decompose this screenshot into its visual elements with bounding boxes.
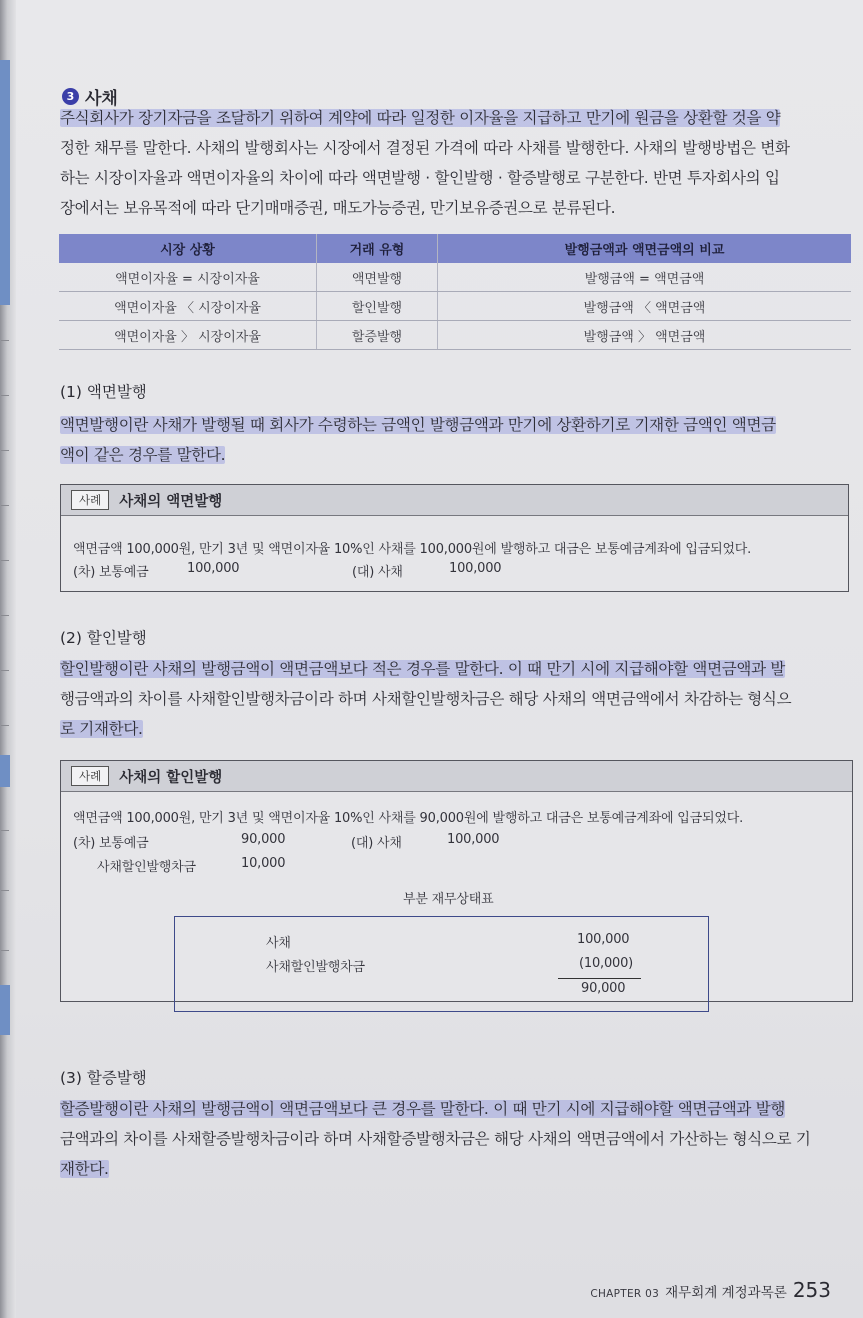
journal-debit-amount: 90,000 — [241, 832, 286, 847]
adjacent-page-tab — [0, 755, 10, 787]
table-cell: 발행금액 〉 액면금액 — [438, 321, 852, 350]
premium-issue-paragraph — [60, 1094, 860, 1184]
paragraph-line: 정한 채무를 말한다. 사채의 발행회사는 시장에서 결정된 가격에 따라 사채를 발행한다. 사채의 발행방법은 변화 — [60, 139, 790, 157]
journal-credit-label: (대) 사채 — [352, 565, 403, 580]
example-tag: 사례 — [71, 766, 109, 786]
table-header-row — [59, 234, 851, 263]
balance-row-amount: 100,000 — [577, 932, 630, 947]
journal-credit-label: (대) 사채 — [351, 836, 402, 851]
journal-debit-label: 사채할인발행차금 — [97, 860, 196, 875]
partial-statement-title: 부분 재무상태표 — [403, 892, 494, 907]
journal-debit-amount: 10,000 — [241, 856, 286, 871]
section-paragraph — [60, 103, 860, 223]
paragraph-line: 할증발행이란 사채의 발행금액이 액면금액보다 큰 경우를 말한다. 이 때 만기 시에 지급해야할 액면금액과 발행 — [60, 1100, 786, 1118]
example-title: 사채의 할인발행 — [119, 769, 223, 786]
table-cell: 액면발행 — [317, 263, 438, 292]
paragraph-line: 하는 시장이자율과 액면이자율의 차이에 따라 액면발행 · 할인발행 · 할증발행로 구분한다. 반면 투자회사의 입 — [60, 169, 780, 187]
table-row — [59, 321, 851, 350]
table-cell: 액면이자율 = 시장이자율 — [59, 263, 317, 292]
adjacent-page-rule — [1, 560, 9, 561]
adjacent-page-rule — [1, 395, 9, 396]
example-box-par — [60, 484, 849, 592]
table-cell: 발행금액 〈 액면금액 — [438, 292, 852, 321]
section-title: 사채 — [85, 89, 118, 109]
adjacent-page-rule — [1, 890, 9, 891]
example-header — [61, 761, 852, 792]
page-footer — [590, 1278, 831, 1302]
example-title: 사채의 액면발행 — [119, 493, 223, 510]
adjacent-page-rule — [1, 950, 9, 951]
paragraph-line: 할인발행이란 사채의 발행금액이 액면금액보다 적은 경우를 말한다. 이 때 만기 시에 지급해야할 액면금액과 발 — [60, 660, 786, 678]
balance-row-amount: (10,000) — [579, 956, 634, 971]
journal-debit-label: (차) 보통예금 — [73, 565, 149, 580]
footer-chapter: CHAPTER 03 — [590, 1288, 660, 1300]
adjacent-page-rule — [1, 830, 9, 831]
paragraph-line: 액면발행이란 사채가 발행될 때 회사가 수령하는 금액인 발행금액과 만기에 상환하기로 기재한 금액인 액면금 — [60, 416, 776, 434]
table-header-cell: 시장 상황 — [59, 234, 317, 263]
journal-debit-amount: 100,000 — [187, 561, 240, 576]
journal-credit-amount: 100,000 — [447, 832, 500, 847]
journal-credit-amount: 100,000 — [449, 561, 502, 576]
adjacent-page-rule — [1, 670, 9, 671]
subsection-heading-discount: (2) 할인발행 — [60, 629, 147, 647]
table-cell: 액면이자율 〉 시장이자율 — [59, 321, 317, 350]
paragraph-line: 금액과의 차이를 사채할증발행차금이라 하며 사채할증발행차금은 해당 사채의 액면금액에서 가산하는 형식으로 기 — [60, 1130, 811, 1148]
section-number-badge: 3 — [62, 88, 79, 105]
paragraph-line: 로 기재한다. — [60, 720, 143, 738]
sum-rule — [558, 978, 641, 979]
adjacent-page-rule — [1, 615, 9, 616]
adjacent-page-tab — [0, 985, 10, 1035]
example-box-discount — [60, 760, 853, 1002]
adjacent-page-rule — [1, 505, 9, 506]
paragraph-line: 장에서는 보유목적에 따라 단기매매증권, 매도가능증권, 만기보유증권으로 분류된다. — [60, 199, 616, 217]
par-issue-paragraph — [60, 410, 860, 470]
table-row — [59, 292, 851, 321]
subsection-heading-premium: (3) 할증발행 — [60, 1069, 147, 1087]
balance-row-label: 사채 — [266, 936, 291, 951]
page-number: 253 — [792, 1278, 831, 1302]
adjacent-page-rule — [1, 725, 9, 726]
table-header-cell: 거래 유형 — [317, 234, 438, 263]
paragraph-line: 주식회사가 장기자금을 조달하기 위하여 계약에 따라 일정한 이자율을 지급하고 만기에 원금을 상환할 것을 약 — [60, 109, 781, 127]
comparison-table — [59, 234, 851, 350]
balance-row-label: 사채할인발행차금 — [266, 960, 365, 975]
subsection-heading-par: (1) 액면발행 — [60, 383, 147, 401]
adjacent-page-rule — [1, 340, 9, 341]
adjacent-page-edge — [0, 0, 16, 1318]
paragraph-line: 액이 같은 경우를 말한다. — [60, 446, 226, 464]
footer-title: 재무회계 계정과목론 — [665, 1285, 787, 1301]
table-cell: 할증발행 — [317, 321, 438, 350]
table-row — [59, 263, 851, 292]
balance-total: 90,000 — [581, 981, 626, 996]
table-cell: 액면이자율 〈 시장이자율 — [59, 292, 317, 321]
partial-balance-sheet — [174, 916, 709, 1012]
paragraph-line: 재한다. — [60, 1160, 109, 1178]
discount-issue-paragraph — [60, 654, 860, 744]
textbook-page — [16, 0, 863, 1318]
example-description: 액면금액 100,000원, 만기 3년 및 액면이자율 10%인 사채를 100,000원에 발행하고 대금은 보통예금계좌에 입금되었다. — [73, 542, 752, 557]
journal-debit-label: (차) 보통예금 — [73, 836, 149, 851]
table-header-cell: 발행금액과 액면금액의 비교 — [438, 234, 852, 263]
example-description: 액면금액 100,000원, 만기 3년 및 액면이자율 10%인 사채를 90,000원에 발행하고 대금은 보통예금계좌에 입금되었다. — [73, 811, 744, 826]
adjacent-page-rule — [1, 450, 9, 451]
table-cell: 할인발행 — [317, 292, 438, 321]
table-cell: 발행금액 = 액면금액 — [438, 263, 852, 292]
paragraph-line: 행금액과의 차이를 사채할인발행차금이라 하며 사채할인발행차금은 해당 사채의 액면금액에서 차감하는 형식으 — [60, 690, 792, 708]
example-header — [61, 485, 848, 516]
adjacent-page-tab — [0, 60, 10, 305]
example-tag: 사례 — [71, 490, 109, 510]
